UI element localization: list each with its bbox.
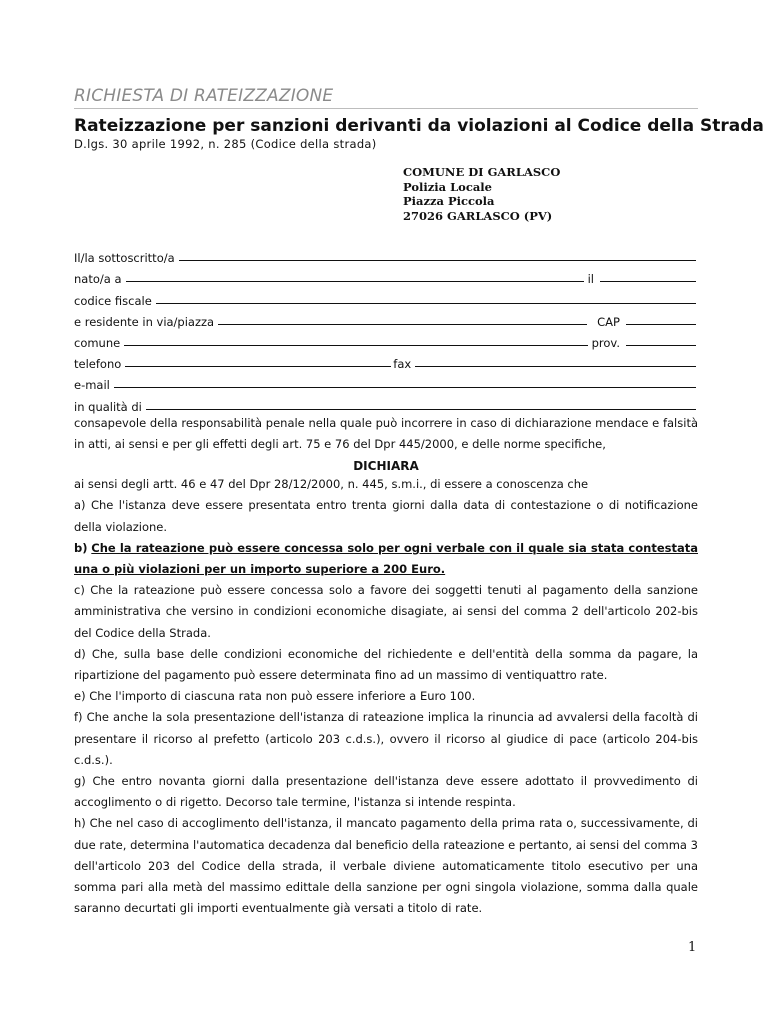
item-g: g) Che entro novanta giorni dalla presentazione dell'istanza deve essere adottato il provvedimento di accoglimento o di rigetto. Decorso tale termine, l'istanza si intende respinta. bbox=[74, 774, 698, 810]
row-codice-fiscale bbox=[74, 286, 698, 307]
heading-dichiara: DICHIARA bbox=[353, 459, 419, 474]
item-b-text: Che la rateazione può essere concessa solo per ogni verbale con il quale sia stata contestata una o più violazioni per un importo superiore a 200 Euro. bbox=[74, 540, 698, 577]
row-nato bbox=[74, 265, 698, 286]
label-cap: CAP bbox=[597, 314, 620, 329]
item-b-prefix: b) bbox=[74, 540, 88, 555]
subtitle: D.lgs. 30 aprile 1992, n. 285 (Codice della strada) bbox=[74, 137, 377, 151]
row-email bbox=[74, 371, 698, 392]
row-residenza bbox=[74, 308, 698, 329]
label-qualita: in qualità di bbox=[74, 399, 142, 414]
recipient-line: Piazza Piccola bbox=[403, 194, 495, 208]
field-qualita[interactable] bbox=[146, 409, 696, 410]
item-h: h) Che nel caso di accoglimento dell'istanza, il mancato pagamento della prima rata o, successivamente, di due rate, determina l'automatica decadenza dal beneficio della rateazione e pertanto, ai sensi del comma 3 dell'articolo 203 del Codice della strada, il verbale diviene automaticamente titolo esecutivo per una somma pari alla metà del massimo edittale della sanzione per ogni singola violazione, somma dalla quale saranno decurtati gli importi eventualmente già versati a titolo di rate. bbox=[74, 816, 698, 916]
recipient-line: Polizia Locale bbox=[403, 179, 492, 194]
item-b bbox=[74, 538, 698, 580]
label-telefono: telefono bbox=[74, 357, 122, 372]
field-sottoscritto[interactable] bbox=[179, 260, 696, 261]
paragraph-ai-sensi: ai sensi degli artt. 46 e 47 del Dpr 28/12/2000, n. 445, s.m.i., di essere a conoscenza che bbox=[74, 477, 589, 492]
recipient-line: 27026 GARLASCO (PV) bbox=[403, 208, 553, 223]
field-via[interactable] bbox=[218, 324, 587, 325]
field-cap[interactable] bbox=[626, 324, 696, 325]
label-prov: prov. bbox=[591, 335, 620, 350]
item-d: d) Che, sulla base delle condizioni economiche del richiedente e dell'entità della somma da pagare, la ripartizione del pagamento può essere determinata fino ad un massimo di ventiquattro rate. bbox=[74, 646, 698, 683]
field-codice-fiscale[interactable] bbox=[156, 303, 696, 304]
row-qualita bbox=[74, 392, 698, 413]
label-fax: fax bbox=[393, 357, 412, 372]
label-il: il bbox=[587, 272, 594, 287]
item-c: c) Che la rateazione può essere concessa solo a favore dei soggetti tenuti al pagamento della sanzione amministrativa che versino in condizioni economiche disagiate, ai sensi del comma 2 dell'articolo 202-bis del Codice della Strada. bbox=[74, 583, 698, 640]
field-email[interactable] bbox=[114, 387, 696, 388]
section-title: RICHIESTA DI RATEIZZAZIONE bbox=[74, 86, 698, 109]
label-email: e-mail bbox=[74, 378, 110, 393]
label-comune: comune bbox=[74, 335, 121, 350]
label-residente: e residente in via/piazza bbox=[74, 314, 215, 329]
declaration-body bbox=[74, 413, 698, 919]
item-f: f) Che anche la sola presentazione dell'istanza di rateazione implica la rinuncia ad avvalersi della facoltà di presentare il ricorso al prefetto (articolo 203 c.d.s.), ovvero il ricorso al giudice di pace (articolo 204-bis c.d.s.). bbox=[74, 710, 698, 767]
applicant-form bbox=[74, 244, 698, 414]
field-fax[interactable] bbox=[415, 366, 696, 367]
field-data-nascita[interactable] bbox=[600, 281, 696, 282]
field-prov[interactable] bbox=[626, 345, 696, 346]
label-codice-fiscale: codice fiscale bbox=[74, 293, 152, 308]
field-telefono[interactable] bbox=[125, 366, 391, 367]
field-comune[interactable] bbox=[124, 345, 587, 346]
row-comune bbox=[74, 329, 698, 350]
label-nato: nato/a a bbox=[74, 272, 122, 287]
field-luogo-nascita[interactable] bbox=[126, 281, 584, 282]
item-a: a) Che l'istanza deve essere presentata entro trenta giorni dalla data di contestazione o di notificazione della violazione. bbox=[74, 498, 698, 534]
page-number: 1 bbox=[688, 940, 697, 955]
page-title: Rateizzazione per sanzioni derivanti da violazioni al Codice della Strada bbox=[74, 116, 764, 136]
paragraph-consapevole: consapevole della responsabilità penale nella quale può incorrere in caso di dichiarazione mendace e falsità in atti, ai sensi e per gli effetti degli art. 75 e 76 del Dpr 445/2000, e delle norme specifiche, bbox=[74, 416, 698, 452]
recipient-line: COMUNE DI GARLASCO bbox=[403, 165, 561, 179]
label-sottoscritto: Il/la sottoscritto/a bbox=[74, 251, 175, 266]
row-telefono bbox=[74, 350, 698, 371]
row-sottoscritto bbox=[74, 244, 698, 265]
recipient-address bbox=[403, 165, 560, 223]
item-e: e) Che l'importo di ciascuna rata non può essere inferiore a Euro 100. bbox=[74, 689, 476, 704]
